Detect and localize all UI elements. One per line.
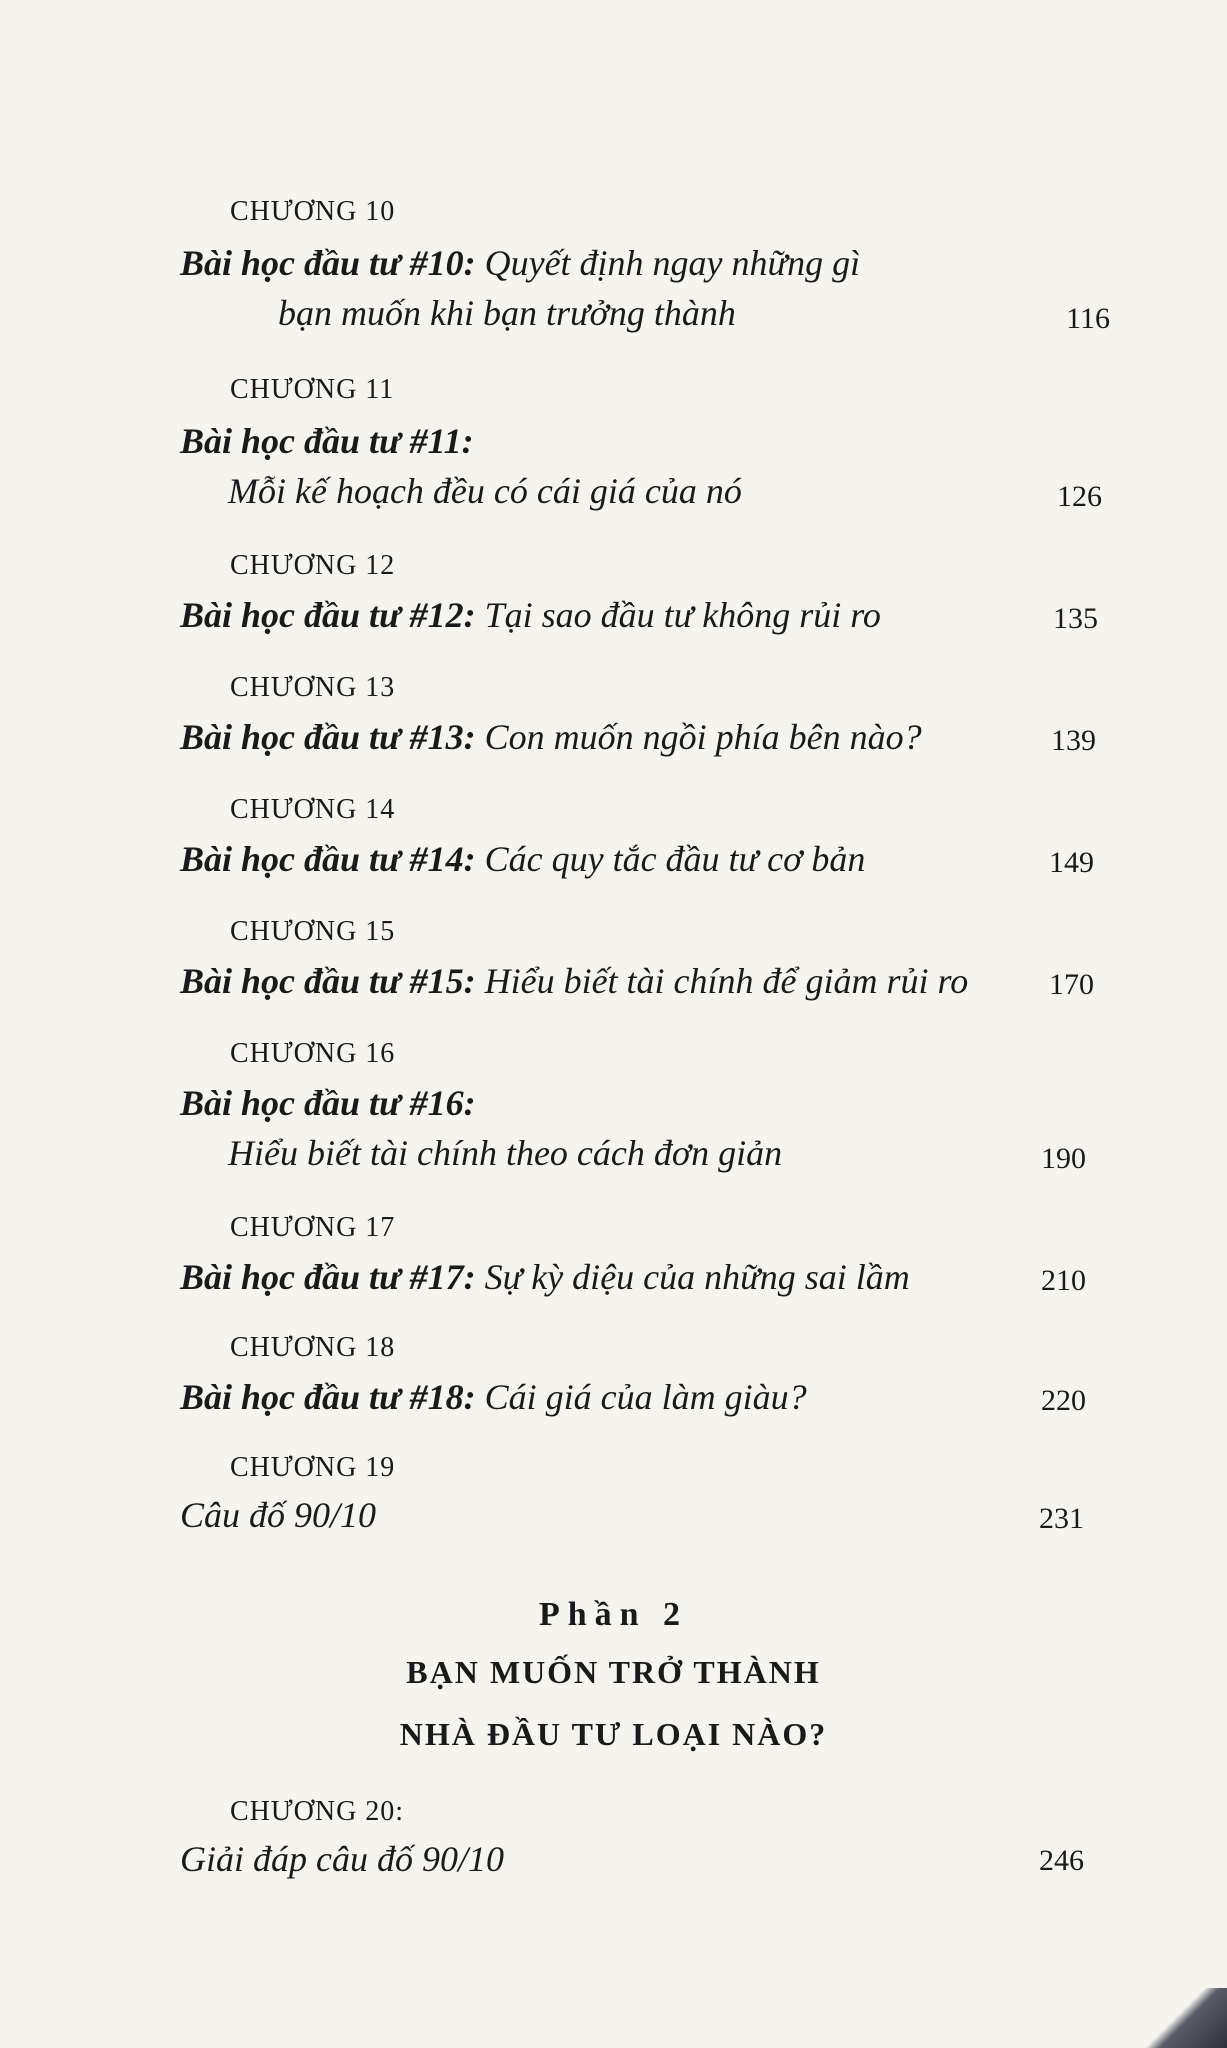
toc-entry-title: Giải đáp câu đố 90/10 [180, 1839, 504, 1879]
lesson-prefix: Bài học đầu tư #18: [180, 1377, 476, 1417]
chapter-label: CHƯƠNG 16 [230, 1038, 396, 1069]
part-title [0, 1654, 1227, 1691]
part-title [0, 1716, 1227, 1753]
toc-entry-title [180, 716, 922, 758]
lesson-title: Quyết định ngay những gì [475, 243, 861, 283]
chapter-label: CHƯƠNG 20: [230, 1796, 405, 1827]
toc-entry-title [180, 1082, 476, 1124]
lesson-prefix: Bài học đầu tư #14: [180, 839, 476, 879]
chapter-label: CHƯƠNG 14 [230, 794, 396, 825]
page-number: 116 [1066, 302, 1110, 335]
lesson-title: Con muốn ngồi phía bên nào? [475, 717, 922, 757]
lesson-title: Hiểu biết tài chính để giảm rủi ro [475, 961, 969, 1001]
lesson-prefix: Bài học đầu tư #11: [180, 421, 474, 461]
lesson-title-continued: bạn muốn khi bạn trưởng thành [278, 293, 736, 333]
toc-entry-title [180, 1256, 910, 1298]
page-corner-shadow [1137, 1988, 1227, 2048]
page-number: 210 [1041, 1264, 1086, 1297]
page-number: 246 [1039, 1844, 1084, 1877]
lesson-prefix: Bài học đầu tư #13: [180, 717, 476, 757]
chapter-label: CHƯƠNG 10 [230, 196, 396, 227]
page-number: 220 [1041, 1384, 1086, 1417]
toc-entry-title [180, 242, 860, 284]
chapter-label: CHƯƠNG 11 [230, 374, 395, 405]
lesson-title: Các quy tắc đầu tư cơ bản [475, 839, 866, 879]
chapter-label: CHƯƠNG 17 [230, 1212, 396, 1243]
toc-entry-title [180, 1376, 807, 1418]
chapter-label: CHƯƠNG 15 [230, 916, 396, 947]
lesson-title: Sự kỳ diệu của những sai lầm [475, 1257, 910, 1297]
page-number: 231 [1039, 1502, 1084, 1535]
chapter-label: CHƯƠNG 12 [230, 550, 396, 581]
page-number: 126 [1057, 480, 1102, 513]
page-number: 170 [1049, 968, 1094, 1001]
page-number: 190 [1041, 1142, 1086, 1175]
toc-entry-title [180, 838, 865, 880]
lesson-prefix: Bài học đầu tư #16: [180, 1083, 476, 1123]
toc-entry-title [180, 960, 968, 1002]
chapter-label: CHƯƠNG 18 [230, 1332, 396, 1363]
lesson-title: Tại sao đầu tư không rủi ro [475, 595, 881, 635]
page-number: 139 [1051, 724, 1096, 757]
toc-entry-title [180, 420, 474, 462]
chapter-label: CHƯƠNG 13 [230, 672, 396, 703]
part-label: Phần 2 [538, 1596, 689, 1633]
toc-entry-title: Câu đố 90/10 [180, 1495, 377, 1535]
toc-entry-title [180, 594, 881, 636]
page-number: 149 [1049, 846, 1094, 879]
lesson-prefix: Bài học đầu tư #10: [180, 243, 476, 283]
lesson-prefix: Bài học đầu tư #12: [180, 595, 476, 635]
lesson-title-continued: Mỗi kế hoạch đều có cái giá của nó [228, 471, 742, 511]
lesson-title-continued: Hiểu biết tài chính theo cách đơn giản [228, 1133, 783, 1173]
page-number: 135 [1053, 602, 1098, 635]
lesson-title: Cái giá của làm giàu? [475, 1377, 807, 1417]
lesson-prefix: Bài học đầu tư #17: [180, 1257, 476, 1297]
part-heading [0, 1596, 1227, 1634]
chapter-label: CHƯƠNG 19 [230, 1452, 396, 1483]
lesson-prefix: Bài học đầu tư #15: [180, 961, 476, 1001]
part-title-line1: BẠN MUỐN TRỞ THÀNH [406, 1654, 821, 1690]
part-title-line2: NHÀ ĐẦU TƯ LOẠI NÀO? [399, 1716, 828, 1752]
